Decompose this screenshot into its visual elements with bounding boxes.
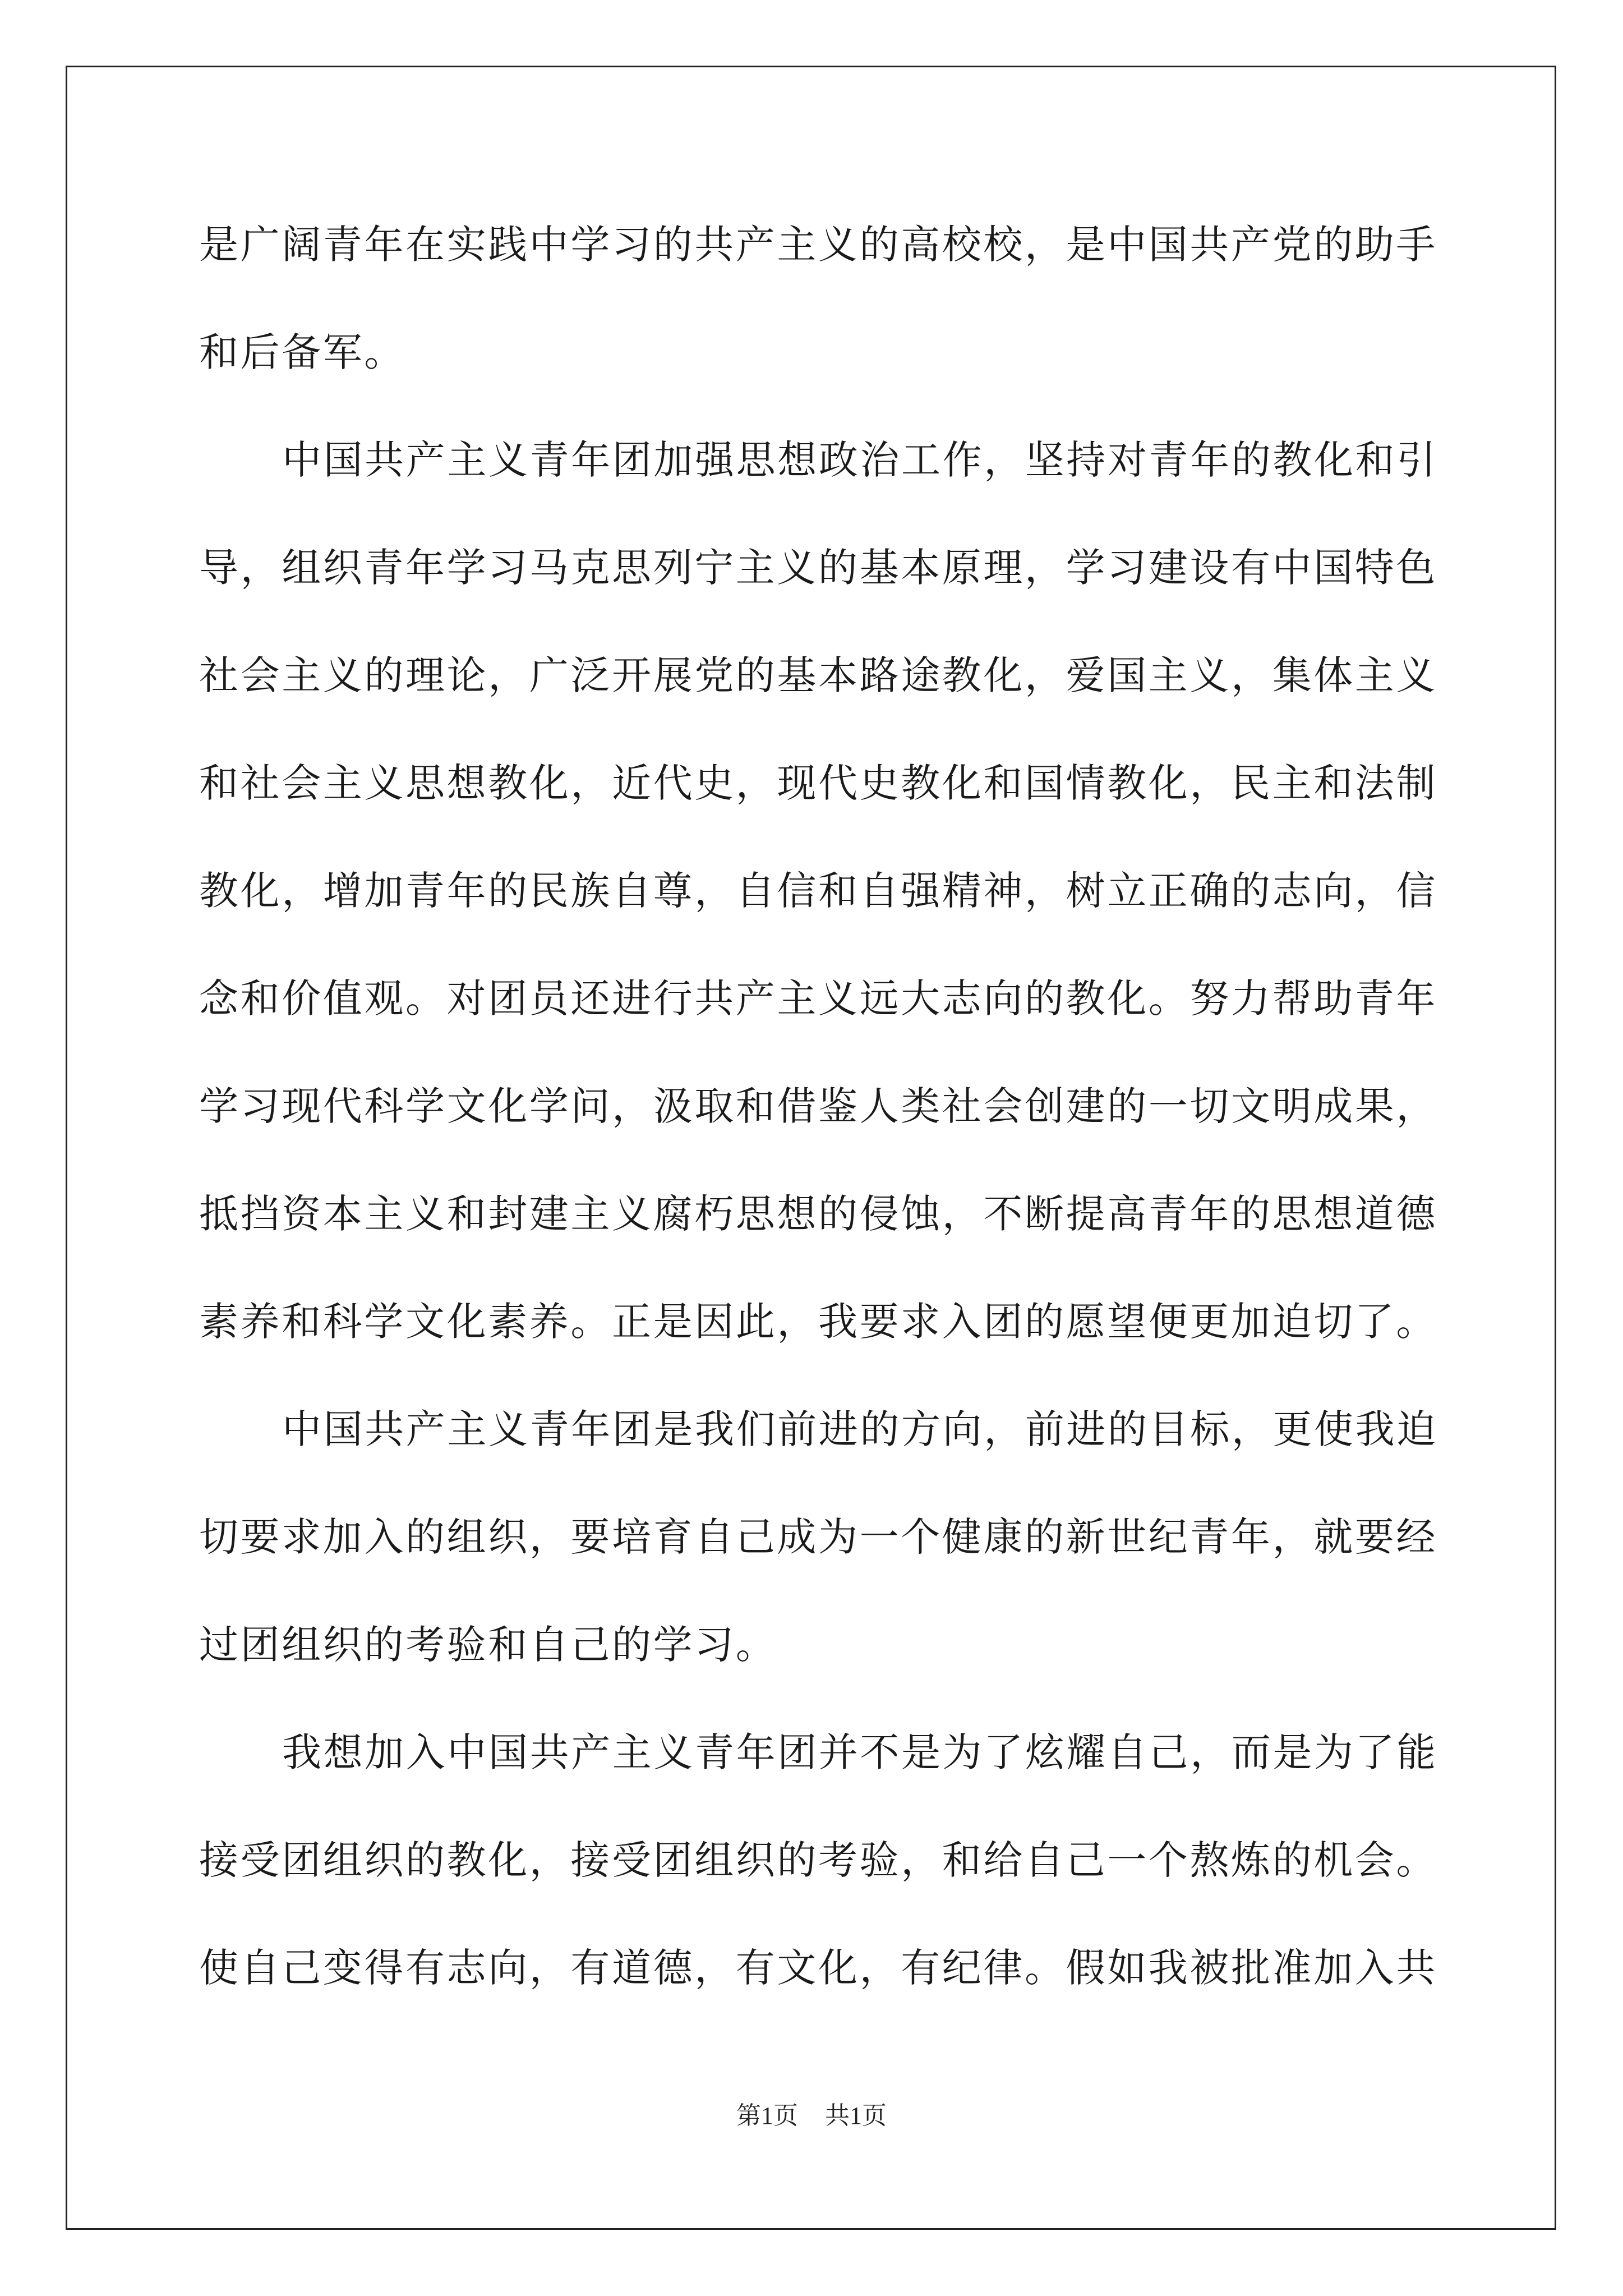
text-line: 是广阔青年在实践中学习的共产主义的高校校，是中国共产党的助手 [199,222,1437,268]
text-line: 抵挡资本主义和封建主义腐朽思想的侵蚀，不断提高青年的思想道德 [199,1191,1437,1237]
text-line: 中国共产主义青年团加强思想政治工作，坚持对青年的教化和引 [282,437,1438,483]
text-line: 过团组织的考验和自己的学习。 [199,1622,777,1668]
text-line: 教化，增加青年的民族自尊，自信和自强精神，树立正确的志向，信 [199,868,1437,914]
page-total: 共1页 [825,2102,887,2129]
text-line: 切要求加入的组织，要培育自己成为一个健康的新世纪青年，就要经 [199,1514,1437,1560]
page-footer [0,2099,1623,2133]
text-line: 接受团组织的教化，接受团组织的考验，和给自己一个熬炼的机会。 [199,1837,1437,1883]
text-line: 和社会主义思想教化，近代史，现代史教化和国情教化，民主和法制 [199,760,1437,806]
text-line: 导，组织青年学习马克思列宁主义的基本原理，学习建设有中国特色 [199,545,1437,591]
text-line: 中国共产主义青年团是我们前进的方向，前进的目标，更使我迫 [282,1406,1438,1452]
text-line: 和后备军。 [199,329,405,375]
text-line: 使自己变得有志向，有道德，有文化，有纪律。假如我被批准加入共 [199,1945,1437,1991]
document-body [199,191,1438,2022]
text-line: 念和价值观。对团员还进行共产主义远大志向的教化。努力帮助青年 [199,976,1437,1022]
text-line: 学习现代科学文化学问，汲取和借鉴人类社会创建的一切文明成果， [199,1083,1437,1129]
page-number: 第1页 [736,2102,798,2129]
text-line: 我想加入中国共产主义青年团并不是为了炫耀自己，而是为了能 [282,1729,1438,1775]
text-line: 素养和科学文化素养。正是因此，我要求入团的愿望便更加迫切了。 [199,1299,1437,1345]
text-line: 社会主义的理论，广泛开展党的基本路途教化，爱国主义，集体主义 [199,652,1437,698]
